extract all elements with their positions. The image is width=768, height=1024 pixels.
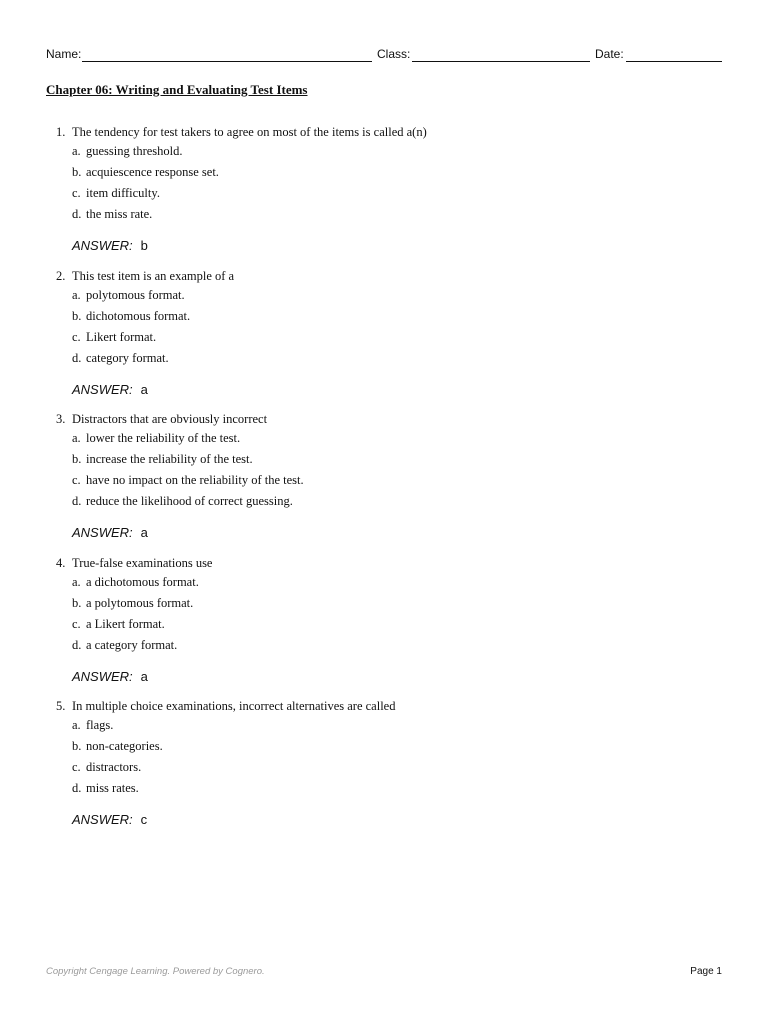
question-number: 4. [56, 556, 66, 570]
answer-value: b [140, 238, 148, 253]
option-text: dichotomous format. [86, 309, 191, 323]
option-letter: b. [72, 596, 82, 610]
answer-option [72, 780, 139, 796]
option-text: the miss rate. [86, 207, 153, 221]
question-stem [56, 268, 234, 284]
answer-option [72, 637, 177, 653]
question-text: The tendency for test takers to agree on most of the items is called a(n) [72, 125, 427, 139]
answer-option [72, 287, 185, 303]
question-number: 1. [56, 125, 66, 139]
answer-option [72, 574, 199, 590]
option-text: miss rates. [86, 781, 139, 795]
answer-option [72, 451, 253, 467]
question-number: 5. [56, 699, 66, 713]
question-text: In multiple choice examinations, incorrect alternatives are called [72, 699, 396, 713]
question-number: 2. [56, 269, 66, 283]
option-letter: a. [72, 144, 81, 158]
option-text: guessing threshold. [86, 144, 183, 158]
option-letter: a. [72, 718, 81, 732]
page-number: Page 1 [690, 966, 722, 977]
question-text: This test item is an example of a [72, 269, 235, 283]
class-label: Class: [377, 47, 411, 61]
answer-option [72, 738, 163, 754]
answer-line [72, 812, 147, 828]
answer-line [72, 525, 148, 541]
option-text: category format. [86, 351, 169, 365]
answer-label: ANSWER: [72, 812, 133, 827]
question-stem [56, 555, 212, 571]
answer-line [72, 238, 148, 254]
answer-option [72, 717, 113, 733]
option-letter: b. [72, 739, 82, 753]
option-letter: c. [72, 473, 81, 487]
option-text: reduce the likelihood of correct guessing. [86, 494, 293, 508]
option-text: distractors. [86, 760, 142, 774]
answer-option [72, 430, 240, 446]
option-letter: d. [72, 781, 82, 795]
option-text: Likert format. [86, 330, 157, 344]
question-stem [56, 411, 267, 427]
option-text: a category format. [86, 638, 178, 652]
option-letter: b. [72, 165, 82, 179]
option-text: a dichotomous format. [86, 575, 199, 589]
option-letter: c. [72, 186, 81, 200]
answer-value: a [140, 525, 148, 540]
option-text: item difficulty. [86, 186, 160, 200]
answer-option [72, 759, 141, 775]
option-text: polytomous format. [86, 288, 185, 302]
answer-label: ANSWER: [72, 669, 133, 684]
option-letter: a. [72, 431, 81, 445]
date-field-line[interactable] [626, 61, 722, 62]
answer-option [72, 472, 304, 488]
question-text: Distractors that are obviously incorrect [72, 412, 268, 426]
option-letter: d. [72, 351, 82, 365]
option-letter: c. [72, 760, 81, 774]
answer-option [72, 206, 152, 222]
answer-line [72, 382, 148, 398]
option-text: non-categories. [86, 739, 163, 753]
answer-option [72, 350, 169, 366]
name-field-line[interactable] [82, 61, 372, 62]
option-text: have no impact on the reliability of the test. [86, 473, 304, 487]
option-text: lower the reliability of the test. [86, 431, 241, 445]
answer-option [72, 185, 160, 201]
copyright-notice: Copyright Cengage Learning. Powered by Cognero. [46, 966, 265, 977]
option-text: increase the reliability of the test. [86, 452, 253, 466]
question-stem [56, 698, 395, 714]
answer-option [72, 329, 156, 345]
question-number: 3. [56, 412, 66, 426]
option-letter: a. [72, 575, 81, 589]
question-stem [56, 124, 427, 140]
answer-option [72, 595, 193, 611]
option-letter: c. [72, 330, 81, 344]
answer-label: ANSWER: [72, 525, 133, 540]
date-label: Date: [595, 47, 624, 61]
answer-option [72, 493, 293, 509]
chapter-title: Chapter 06: Writing and Evaluating Test Items [46, 82, 308, 97]
class-field-line[interactable] [412, 61, 590, 62]
answer-label: ANSWER: [72, 238, 133, 253]
answer-option [72, 308, 190, 324]
name-label: Name: [46, 47, 82, 61]
answer-option [72, 616, 165, 632]
answer-label: ANSWER: [72, 382, 133, 397]
answer-value: a [140, 382, 148, 397]
answer-value: a [140, 669, 148, 684]
option-letter: d. [72, 638, 82, 652]
option-letter: c. [72, 617, 81, 631]
question-text: True-false examinations use [72, 556, 213, 570]
option-text: acquiescence response set. [86, 165, 219, 179]
option-text: a polytomous format. [86, 596, 194, 610]
option-letter: b. [72, 309, 82, 323]
answer-option [72, 143, 183, 159]
answer-option [72, 164, 219, 180]
option-text: flags. [86, 718, 114, 732]
option-letter: a. [72, 288, 81, 302]
student-info-header [46, 46, 722, 64]
option-letter: b. [72, 452, 82, 466]
answer-line [72, 669, 148, 685]
answer-value: c [140, 812, 148, 827]
option-letter: d. [72, 207, 82, 221]
option-letter: d. [72, 494, 82, 508]
option-text: a Likert format. [86, 617, 165, 631]
